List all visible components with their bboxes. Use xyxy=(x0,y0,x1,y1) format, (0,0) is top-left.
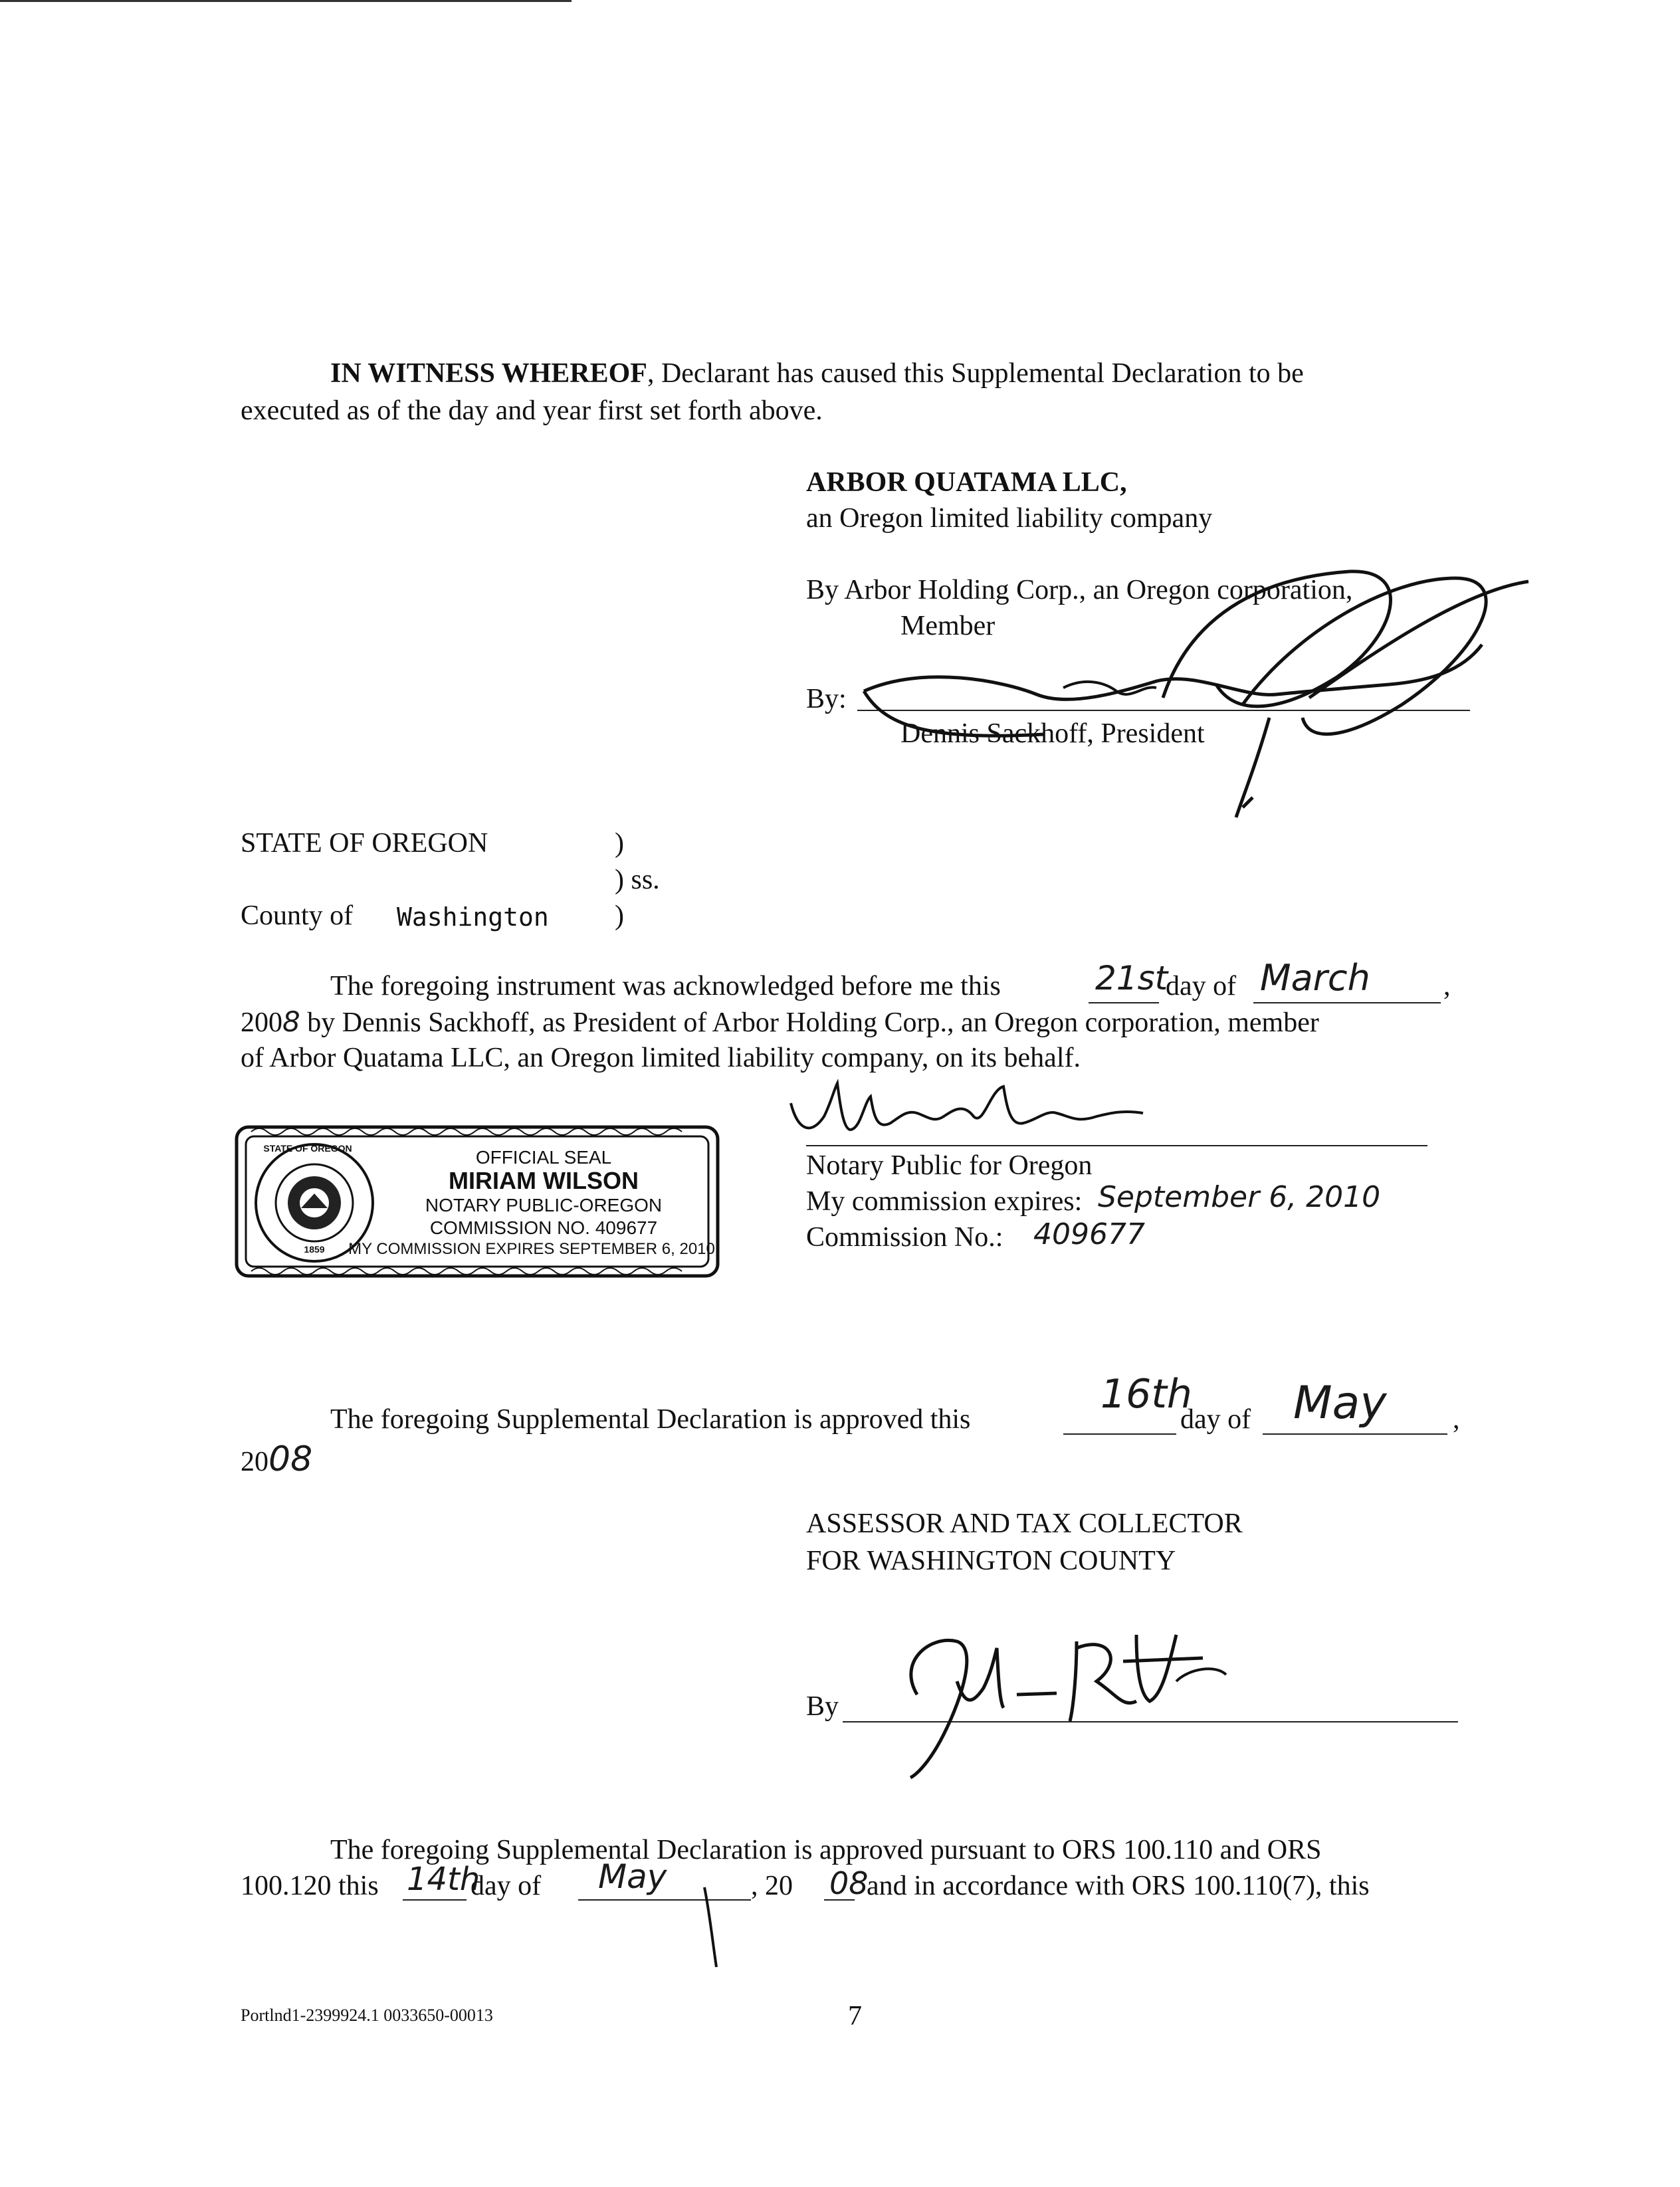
page-number: 7 xyxy=(848,2001,862,2031)
ack-year-handwritten: 8 xyxy=(282,1005,300,1038)
witness-lead: IN WITNESS WHEREOF xyxy=(330,358,647,389)
approval2-text-d: and in accordance with ORS 100.110(7), this xyxy=(867,1871,1370,1901)
seal-line-1: OFFICIAL SEAL xyxy=(475,1147,612,1168)
seal-line-2: MIRIAM WILSON xyxy=(449,1167,639,1194)
venue-ss: ) ss. xyxy=(615,865,660,895)
official-seal-stamp xyxy=(231,1122,723,1281)
seal-emblem-year: 1859 xyxy=(304,1244,325,1255)
approval1-text: The foregoing Supplemental Declaration is approved this xyxy=(330,1404,971,1435)
member-by-line: By Arbor Holding Corp., an Oregon corporation, xyxy=(806,575,1353,605)
assessor-by-label: By xyxy=(806,1691,839,1722)
approval1-day-of: day of xyxy=(1180,1404,1251,1435)
notary-expires-label: My commission expires: xyxy=(806,1186,1083,1217)
seal-line-5: MY COMMISSION EXPIRES SEPTEMBER 6, 2010 xyxy=(348,1240,715,1258)
witness-line-1 xyxy=(330,355,1304,392)
member-label: Member xyxy=(900,611,996,641)
approval2-year-handwritten: 08 xyxy=(829,1865,869,1901)
approval1-day-line xyxy=(1063,1433,1176,1435)
president-signature xyxy=(844,565,1548,824)
approval2-day-handwritten: 14th xyxy=(407,1861,480,1898)
approval1-month-handwritten: May xyxy=(1293,1377,1387,1429)
assessor-line-2: FOR WASHINGTON COUNTY xyxy=(806,1546,1176,1576)
venue-paren-3: ) xyxy=(615,900,624,931)
venue-state: STATE OF OREGON xyxy=(241,828,488,859)
ack-line-2-rest: by Dennis Sackhoff, as President of Arbor Holding Corp., an Oregon corporation, member xyxy=(307,1007,1319,1038)
ack-day-of: day of xyxy=(1166,971,1237,1001)
assessor-line-1: ASSESSOR AND TAX COLLECTOR xyxy=(806,1509,1243,1539)
approval2-day-of: day of xyxy=(471,1871,542,1901)
ack-month-handwritten: March xyxy=(1260,957,1370,999)
company-name: ARBOR QUATAMA LLC, xyxy=(806,467,1127,498)
approval2-text-a: 100.120 this xyxy=(241,1871,379,1901)
assessor-signature xyxy=(857,1621,1229,1781)
approval2-day-line xyxy=(403,1899,467,1901)
approval1-year xyxy=(241,1441,312,1481)
witness-line-1-rest: , Declarant has caused this Supplemental Declaration to be xyxy=(647,358,1304,389)
approval1-comma: , xyxy=(1453,1404,1460,1435)
seal-emblem-text: STATE OF OREGON xyxy=(263,1143,352,1154)
notary-title: Notary Public for Oregon xyxy=(806,1150,1093,1181)
ack-comma: , xyxy=(1443,971,1451,1001)
signature-by-label: By: xyxy=(806,684,847,714)
ack-line-3: of Arbor Quatama LLC, an Oregon limited liability company, on its behalf. xyxy=(241,1043,1081,1073)
approval1-year-prefix: 20 xyxy=(241,1447,268,1477)
seal-line-4: COMMISSION NO. 409677 xyxy=(429,1217,658,1238)
notary-expires-handwritten: September 6, 2010 xyxy=(1098,1180,1381,1214)
approval2-year-line xyxy=(824,1899,855,1901)
approval2-month-handwritten: May xyxy=(598,1857,667,1896)
signer-name: Dennis Sackhoff, President xyxy=(900,718,1205,749)
approval2-line-1: The foregoing Supplemental Declaration is approved pursuant to ORS 100.110 and ORS xyxy=(330,1835,1322,1865)
approval2-month-stroke xyxy=(691,1881,731,1974)
top-rule xyxy=(0,0,572,2)
venue-paren-1: ) xyxy=(615,828,624,859)
notary-signature-line xyxy=(806,1145,1427,1146)
venue-county-value: Washington xyxy=(397,902,549,932)
footer-doc-id: Portlnd1-2399924.1 0033650-00013 xyxy=(241,2006,493,2025)
approval2-text-c: , 20 xyxy=(751,1871,793,1901)
ack-day-handwritten: 21st xyxy=(1095,959,1168,997)
approval1-month-line xyxy=(1263,1433,1447,1435)
notary-commission-handwritten: 409677 xyxy=(1033,1217,1145,1251)
venue-county-label: County of xyxy=(241,900,354,931)
notary-commission-label: Commission No.: xyxy=(806,1222,1003,1253)
ack-line-2 xyxy=(241,1003,1319,1041)
witness-line-2: executed as of the day and year first set forth above. xyxy=(241,395,823,426)
ack-year-prefix: 200 xyxy=(241,1007,282,1038)
company-desc: an Oregon limited liability company xyxy=(806,503,1213,534)
approval1-year-handwritten: 08 xyxy=(268,1439,313,1479)
approval1-day-handwritten: 16th xyxy=(1101,1371,1192,1417)
seal-line-3: NOTARY PUBLIC-OREGON xyxy=(425,1195,663,1215)
ack-line-1-text: The foregoing instrument was acknowledged before me this xyxy=(330,971,1001,1001)
notary-signature xyxy=(784,1077,1156,1150)
